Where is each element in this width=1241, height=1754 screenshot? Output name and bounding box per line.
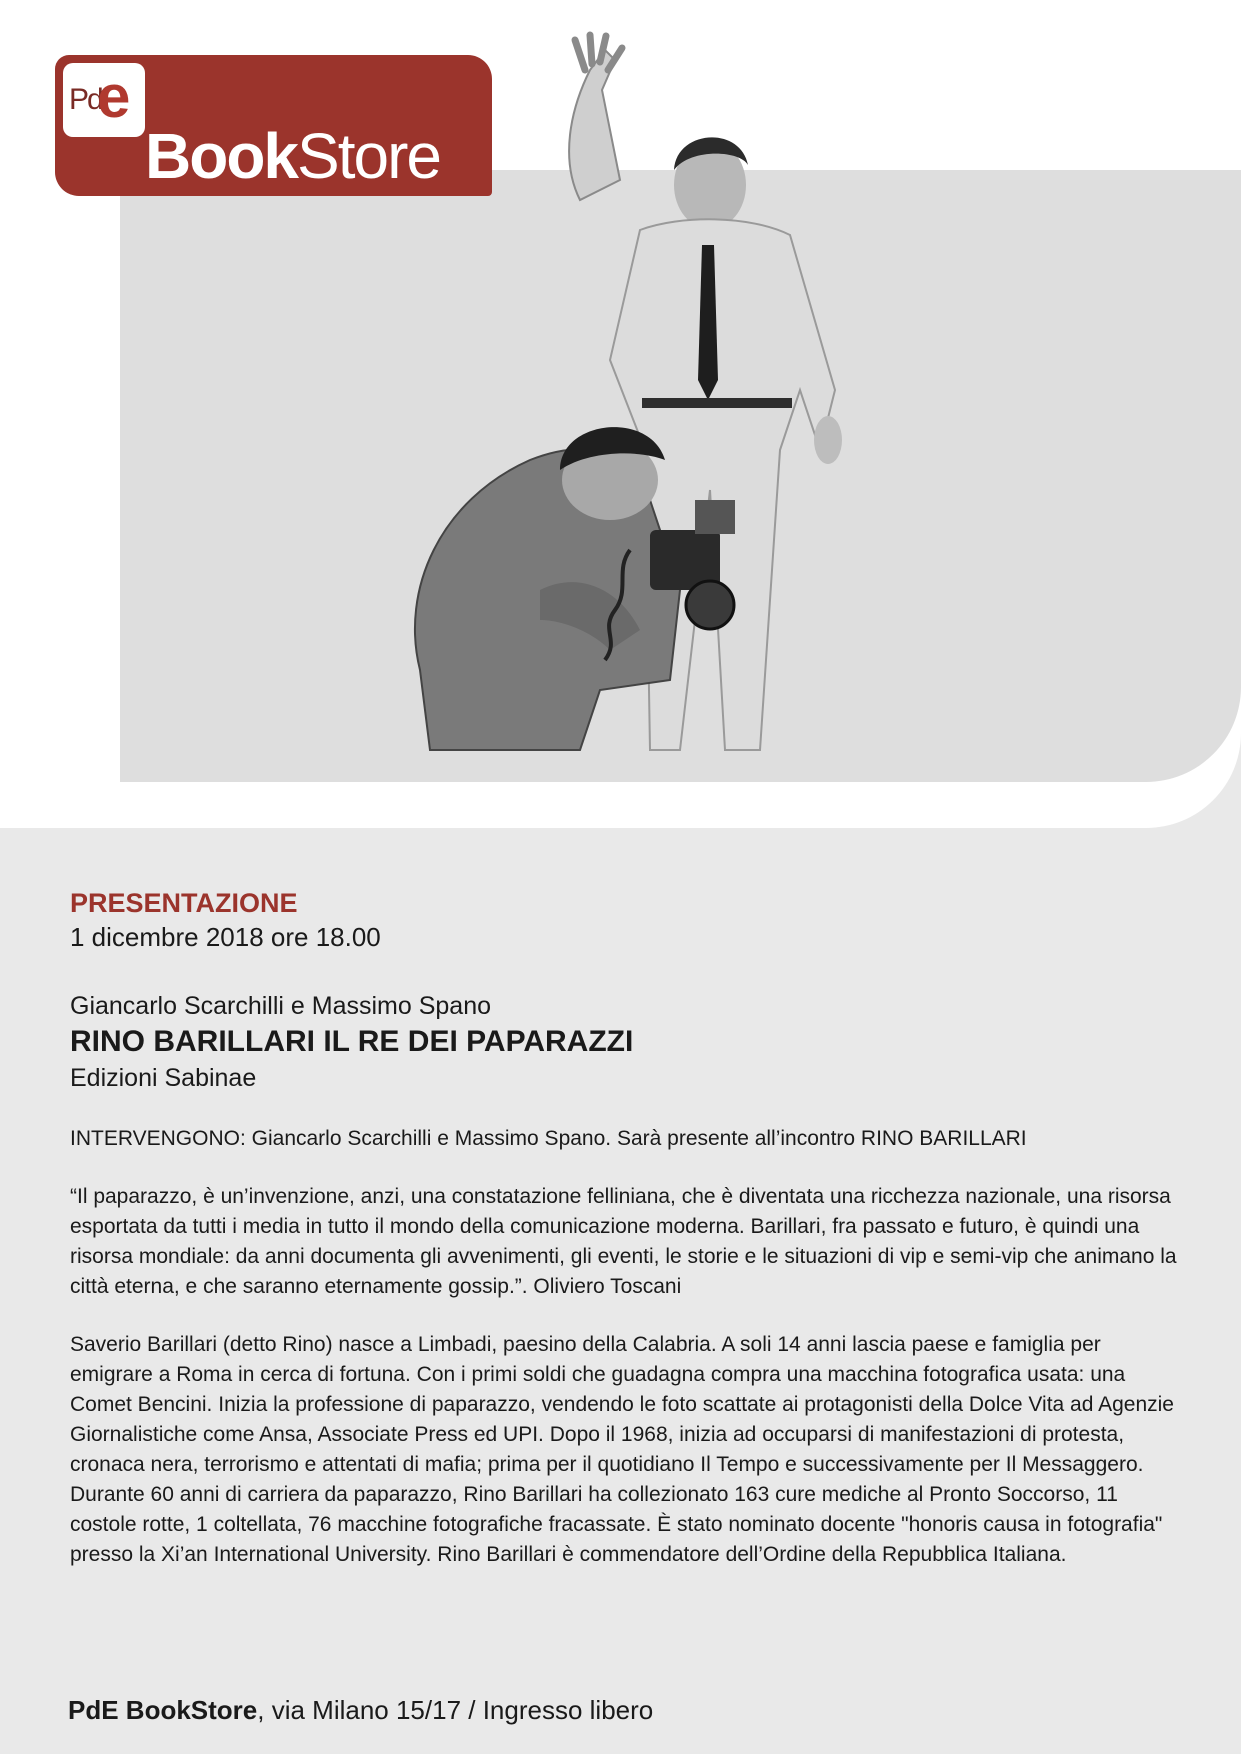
venue-details: , via Milano 15/17 / Ingresso libero — [257, 1695, 654, 1725]
event-details — [70, 886, 1180, 1598]
venue-name: PdE BookStore — [68, 1695, 258, 1725]
logo-wordmark-bold: Book — [145, 120, 297, 192]
logo-wordmark-regular: Store — [297, 120, 440, 192]
logo-mark-letters: Pd — [69, 83, 102, 116]
event-label: PRESENTAZIONE — [70, 888, 298, 918]
logo-wordmark — [145, 121, 440, 191]
bookstore-logo — [55, 55, 492, 196]
event-date: 1 dicembre 2018 ore 18.00 — [70, 922, 381, 952]
pde-logo-mark — [63, 63, 145, 137]
book-authors: Giancarlo Scarchilli e Massimo Spano — [70, 992, 492, 1020]
venue-footer — [68, 1694, 653, 1726]
speakers-paragraph: INTERVENGONO: Giancarlo Scarchilli e Massimo Spano. Sarà presente all’incontro RINO BARILLARI — [70, 1127, 1027, 1150]
book-publisher: Edizioni Sabinae — [70, 1064, 257, 1092]
book-title: RINO BARILLARI IL RE DEI PAPARAZZI — [70, 1025, 634, 1058]
logo-mark-symbol: e — [97, 63, 131, 130]
bio-paragraph: Saverio Barillari (detto Rino) nasce a Limbadi, paesino della Calabria. A soli 14 anni lascia paese e famiglia per emigrare a Roma in cerca di fortuna. Con i primi soldi che guadagna compra una macchina fotografica usata: una Comet Bencini. Inizia la professione di paparazzo, vendendo le foto scattate ai protagonisti della Dolce Vita ad Agenzie Giornalistiche come Ansa, Associate Press ed UPI. Dopo il 1968, inizia ad occuparsi di manifestazioni di protesta, cronaca nera, terrorismo e attentati di mafia; prima per il quotidiano Il Tempo e successivamente per Il Messaggero. Durante 60 anni di carriera da paparazzo, Rino Barillari ha collezionato 163 cure mediche al Pronto Soccorso, 11 costole rotte, 1 coltellata, 76 macchine fotografiche fracassate. È stato nominato docente "honoris causa in fotografia" presso la Xi’an International University. Rino Barillari è commendatore dell’Ordine della Repubblica Italiana. — [70, 1333, 1174, 1566]
quote-paragraph: “Il paparazzo, è un’invenzione, anzi, una constatazione felliniana, che è diventata una ricchezza nazionale, una risorsa esportata da tutti i media in tutto il mondo della comunicazione moderna. Barillari, fra passato e futuro, è quindi una risorsa mondiale: da anni documenta gli avvenimenti, gli eventi, le storie e le situazioni di vip e semi-vip che animano la città eterna, e che saranno eternamente gossip.”. Oliviero Toscani — [70, 1185, 1177, 1298]
